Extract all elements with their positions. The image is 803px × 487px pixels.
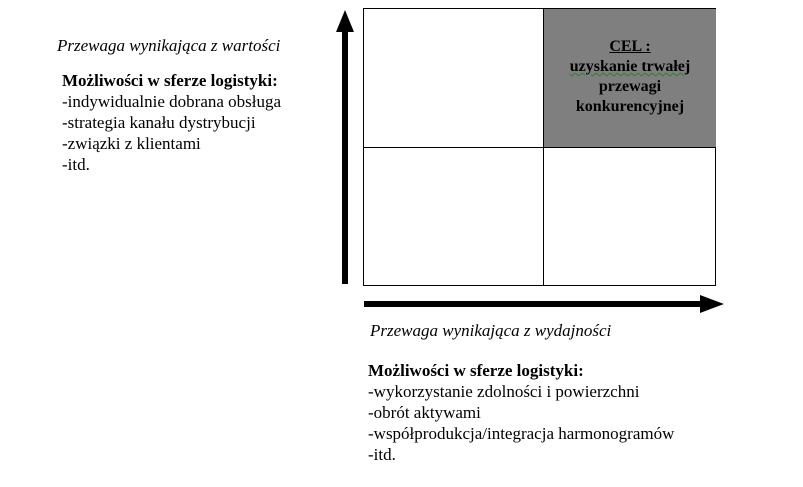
list-item: -związki z klientami (62, 134, 201, 153)
matrix-cell-top-left (364, 9, 544, 148)
goal-text-line: przewagi (598, 78, 662, 95)
list-item: -strategia kanału dystrybucji (62, 113, 256, 132)
vertical-axis-opportunities (62, 70, 281, 175)
horizontal-axis-title: Przewaga wynikająca z wydajności (370, 321, 612, 340)
vertical-axis-heading: Możliwości w sferze logistyki: (62, 71, 278, 90)
matrix-cell-bottom-right (544, 148, 716, 286)
list-item: -indywidualnie dobrana obsługa (62, 92, 282, 111)
list-item: -itd. (368, 445, 396, 464)
list-item: -itd. (62, 155, 90, 174)
matrix-cell-bottom-left (364, 148, 544, 286)
matrix-grid (363, 8, 716, 286)
vertical-axis-arrow (334, 8, 356, 286)
list-item: -obrót aktywami (368, 403, 481, 422)
list-item: -wykorzystanie zdolności i powierzchni (368, 382, 640, 401)
horizontal-axis-arrow (364, 293, 726, 315)
list-item: -współprodukcja/integracja harmonogramów (368, 424, 675, 443)
horizontal-axis-heading: Możliwości w sferze logistyki: (368, 361, 584, 380)
goal-title: CEL : (609, 38, 651, 55)
goal-text-line: uzyskanie trwałej (569, 58, 691, 75)
goal-text-line: konkurencyjnej (575, 98, 685, 115)
vertical-axis-title: Przewaga wynikająca z wartości (57, 36, 281, 55)
horizontal-axis-opportunities (368, 360, 674, 465)
matrix-cell-goal (544, 9, 716, 148)
